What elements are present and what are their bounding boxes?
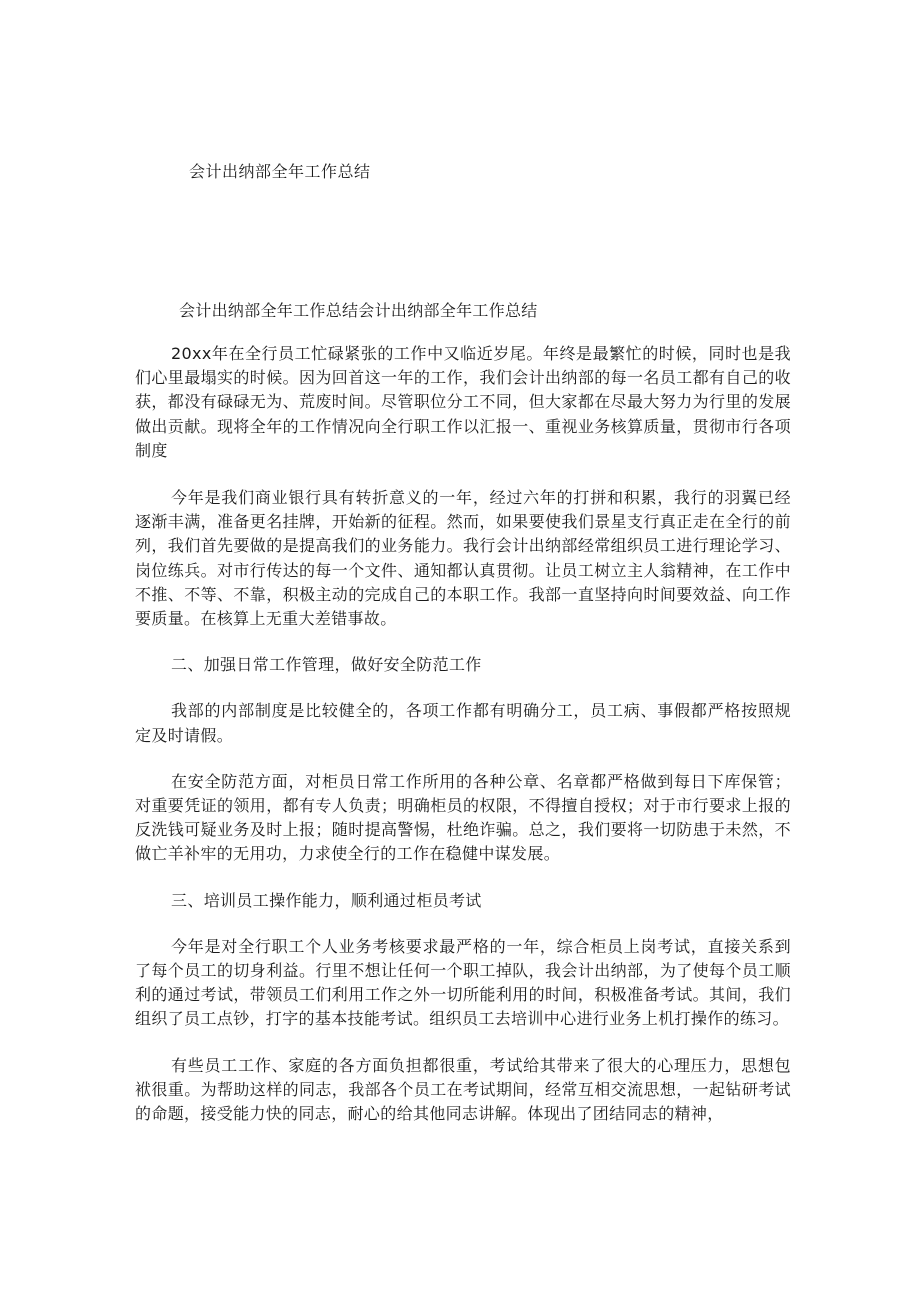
paragraph-support: 有些员工工作、家庭的各方面负担都很重，考试给其带来了很大的心理压力，思想包袱很重。为帮助这样的同志，我部各个员工在考试期间，经常互相交流思想，一起钻研考试的命题，接受能力快的同志，耐心的给其他同志讲解。体现出了团结同志的精神， xyxy=(135,1055,791,1124)
paragraph-security: 在安全防范方面，对柜员日常工作所用的各种公章、名章都严格做到每日下库保管；对重要凭证的领用，都有专人负责；明确柜员的权限，不得擅自授权；对于市行要求上报的反洗钱可疑业务及时上报；随时提高警惕，杜绝诈骗。总之，我们要将一切防患于未然，不做亡羊补牢的无用功，力求使全行的工作在稳健中谋发展。 xyxy=(135,771,791,864)
paragraph-internal-rules: 我部的内部制度是比较健全的，各项工作都有明确分工，员工病、事假都严格按照规定及时请假。 xyxy=(135,701,791,745)
document-subtitle: 会计出纳部全年工作总结会计出纳部全年工作总结 xyxy=(179,301,538,320)
document-body xyxy=(135,342,791,1148)
paragraph-exam: 今年是对全行职工个人业务考核要求最严格的一年，综合柜员上岗考试，直接关系到了每个员工的切身利益。行里不想让任何一个职工掉队，我会计出纳部，为了使每个员工顺利的通过考试，带领员工们利用工作之外一切所能利用的时间，积极准备考试。其间，我们组织了员工点钞，打字的基本技能考试。组织员工去培训中心进行业务上机打操作的练习。 xyxy=(135,936,791,1029)
paragraph-business-ability: 今年是我们商业银行具有转折意义的一年，经过六年的打拼和积累，我行的羽翼已经逐渐丰满，准备更名挂牌，开始新的征程。然而，如果要使我们景星支行真正走在全行的前列，我们首先要做的是提高我们的业务能力。我行会计出纳部经常组织员工进行理论学习、岗位练兵。对市行传达的每一个文件、通知都认真贯彻。让员工树立主人翁精神，在工作中不推、不等、不靠，积极主动的完成自己的本职工作。我部一直坚持向时间要效益、向工作要质量。在核算上无重大差错事故。 xyxy=(135,488,791,629)
document-title: 会计出纳部全年工作总结 xyxy=(189,162,371,181)
section-heading-safety: 二、加强日常工作管理，做好安全防范工作 xyxy=(171,655,482,675)
section-heading-training: 三、培训员工操作能力，顺利通过柜员考试 xyxy=(171,890,482,910)
paragraph-intro: 20xx年在全行员工忙碌紧张的工作中又临近岁尾。年终是最繁忙的时候，同时也是我们心里最塌实的时候。因为回首这一年的工作，我们会计出纳部的每一名员工都有自己的收获，都没有碌碌无为、荒废时间。尽管职位分工不同，但大家都在尽最大努力为行里的发展做出贡献。现将全年的工作情况向全行职工作以汇报一、重视业务核算质量，贯彻市行各项制度 xyxy=(135,344,791,460)
